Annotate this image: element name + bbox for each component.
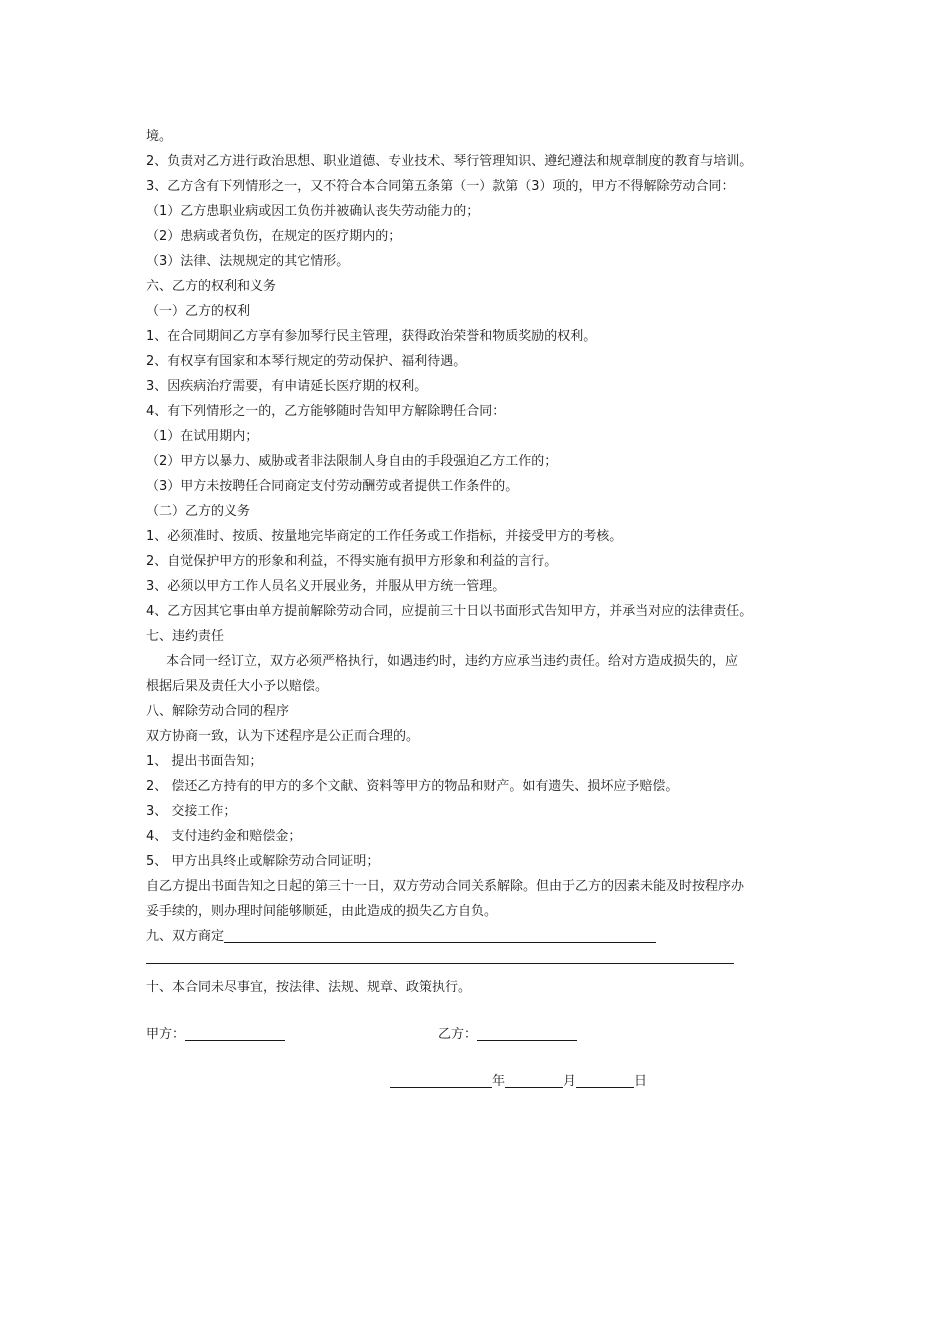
line-12: （1）在试用期内； — [146, 429, 259, 444]
procedure-item-2: 2、 偿还乙方持有的甲方的多个文献、资料等甲方的物品和财产。如有遗失、损坏应予赔偿。 — [146, 779, 679, 794]
line-13: （2）甲方以暴力、威胁或者非法限制人身自由的手段强迫乙方工作的； — [146, 454, 558, 469]
line-18: 3、必须以甲方工作人员名义开展业务，并服从甲方统一管理。 — [146, 579, 506, 594]
line-14: （3）甲方未按聘任合同商定支付劳动酬劳或者提供工作条件的。 — [146, 479, 519, 494]
party-a-blank[interactable] — [185, 1026, 285, 1041]
procedure-item-3: 3、 交接工作； — [146, 804, 237, 819]
procedure-item-4: 4、 支付违约金和赔偿金； — [146, 829, 302, 844]
procedure-closing-line2: 妥手续的，则办理时间能够顺延，由此造成的损失乙方自负。 — [146, 904, 498, 919]
subsection-rights-heading: （一）乙方的权利 — [146, 304, 251, 319]
signature-row — [146, 1022, 826, 1047]
section-7-paragraph-line2: 根据后果及责任大小予以赔偿。 — [146, 679, 329, 694]
line-10: 3、因疾病治疗需要，有申请延长医疗期的权利。 — [146, 379, 428, 394]
party-b-blank[interactable] — [477, 1026, 577, 1041]
section-9-blank[interactable] — [224, 928, 656, 943]
year-blank[interactable] — [390, 1073, 492, 1088]
party-a-signature — [146, 1022, 285, 1047]
month-label: 月 — [563, 1074, 577, 1089]
line-3: （1）乙方患职业病或因工负伤并被确认丧失劳动能力的； — [146, 204, 480, 219]
line-16: 1、必须准时、按质、按量地完毕商定的工作任务或工作指标，并接受甲方的考核。 — [146, 529, 623, 544]
section-9-line — [146, 924, 826, 949]
section-7-heading: 七、违约责任 — [146, 629, 225, 644]
contract-page — [146, 124, 826, 1094]
day-label: 日 — [634, 1074, 648, 1089]
line-11: 4、有下列情形之一的，乙方能够随时告知甲方解除聘任合同： — [146, 404, 506, 419]
line-8: 1、在合同期间乙方享有参加琴行民主管理，获得政治荣誉和物质奖励的权利。 — [146, 329, 597, 344]
line-1: 2、负责对乙方进行政治思想、职业道德、专业技术、琴行管理知识、遵纪遵法和规章制度的教育与培训。 — [146, 154, 753, 169]
section-9-continuation-rule[interactable] — [146, 949, 734, 964]
line-2: 3、乙方含有下列情形之一，又不符合本合同第五条第（一）款第（3）项的，甲方不得解除劳动合同： — [146, 179, 735, 194]
section-8-heading: 八、解除劳动合同的程序 — [146, 704, 290, 719]
party-b-signature — [438, 1022, 577, 1047]
line-5: （3）法律、法规规定的其它情形。 — [146, 254, 350, 269]
line-9: 2、有权享有国家和本琴行规定的劳动保护、福利待遇。 — [146, 354, 467, 369]
year-label: 年 — [492, 1074, 506, 1089]
subsection-duties-heading: （二）乙方的义务 — [146, 504, 251, 519]
party-a-label: 甲方： — [146, 1027, 186, 1042]
procedure-item-1: 1、 提出书面告知； — [146, 754, 263, 769]
date-fields — [390, 1069, 647, 1094]
line-17: 2、自觉保护甲方的形象和利益，不得实施有损甲方形象和利益的言行。 — [146, 554, 558, 569]
procedure-closing-line1: 自乙方提出书面告知之日起的第三十一日，双方劳动合同关系解除。但由于乙方的因素未能及时按程序办 — [146, 879, 745, 894]
section-10-line: 十、本合同未尽事宜，按法律、法规、规章、政策执行。 — [146, 980, 472, 995]
date-row — [146, 1069, 826, 1094]
line-19: 4、乙方因其它事由单方提前解除劳动合同，应提前三十日以书面形式告知甲方，并承当对应的法律责任。 — [146, 604, 753, 619]
procedure-item-5: 5、 甲方出具终止或解除劳动合同证明； — [146, 854, 380, 869]
section-7-paragraph-line1: 本合同一经订立，双方必须严格执行，如遇违约时，违约方应承当违约责任。给对方造成损失的，应 — [166, 654, 739, 669]
party-b-label: 乙方： — [438, 1027, 478, 1042]
line-0: 境。 — [146, 129, 173, 144]
month-blank[interactable] — [505, 1073, 563, 1088]
line-8-intro: 双方协商一致，认为下述程序是公正而合理的。 — [146, 729, 420, 744]
section-6-heading: 六、乙方的权利和义务 — [146, 279, 277, 294]
section-9-label: 九、双方商定 — [146, 929, 225, 944]
day-blank[interactable] — [576, 1073, 634, 1088]
line-4: （2）患病或者负伤，在规定的医疗期内的； — [146, 229, 402, 244]
